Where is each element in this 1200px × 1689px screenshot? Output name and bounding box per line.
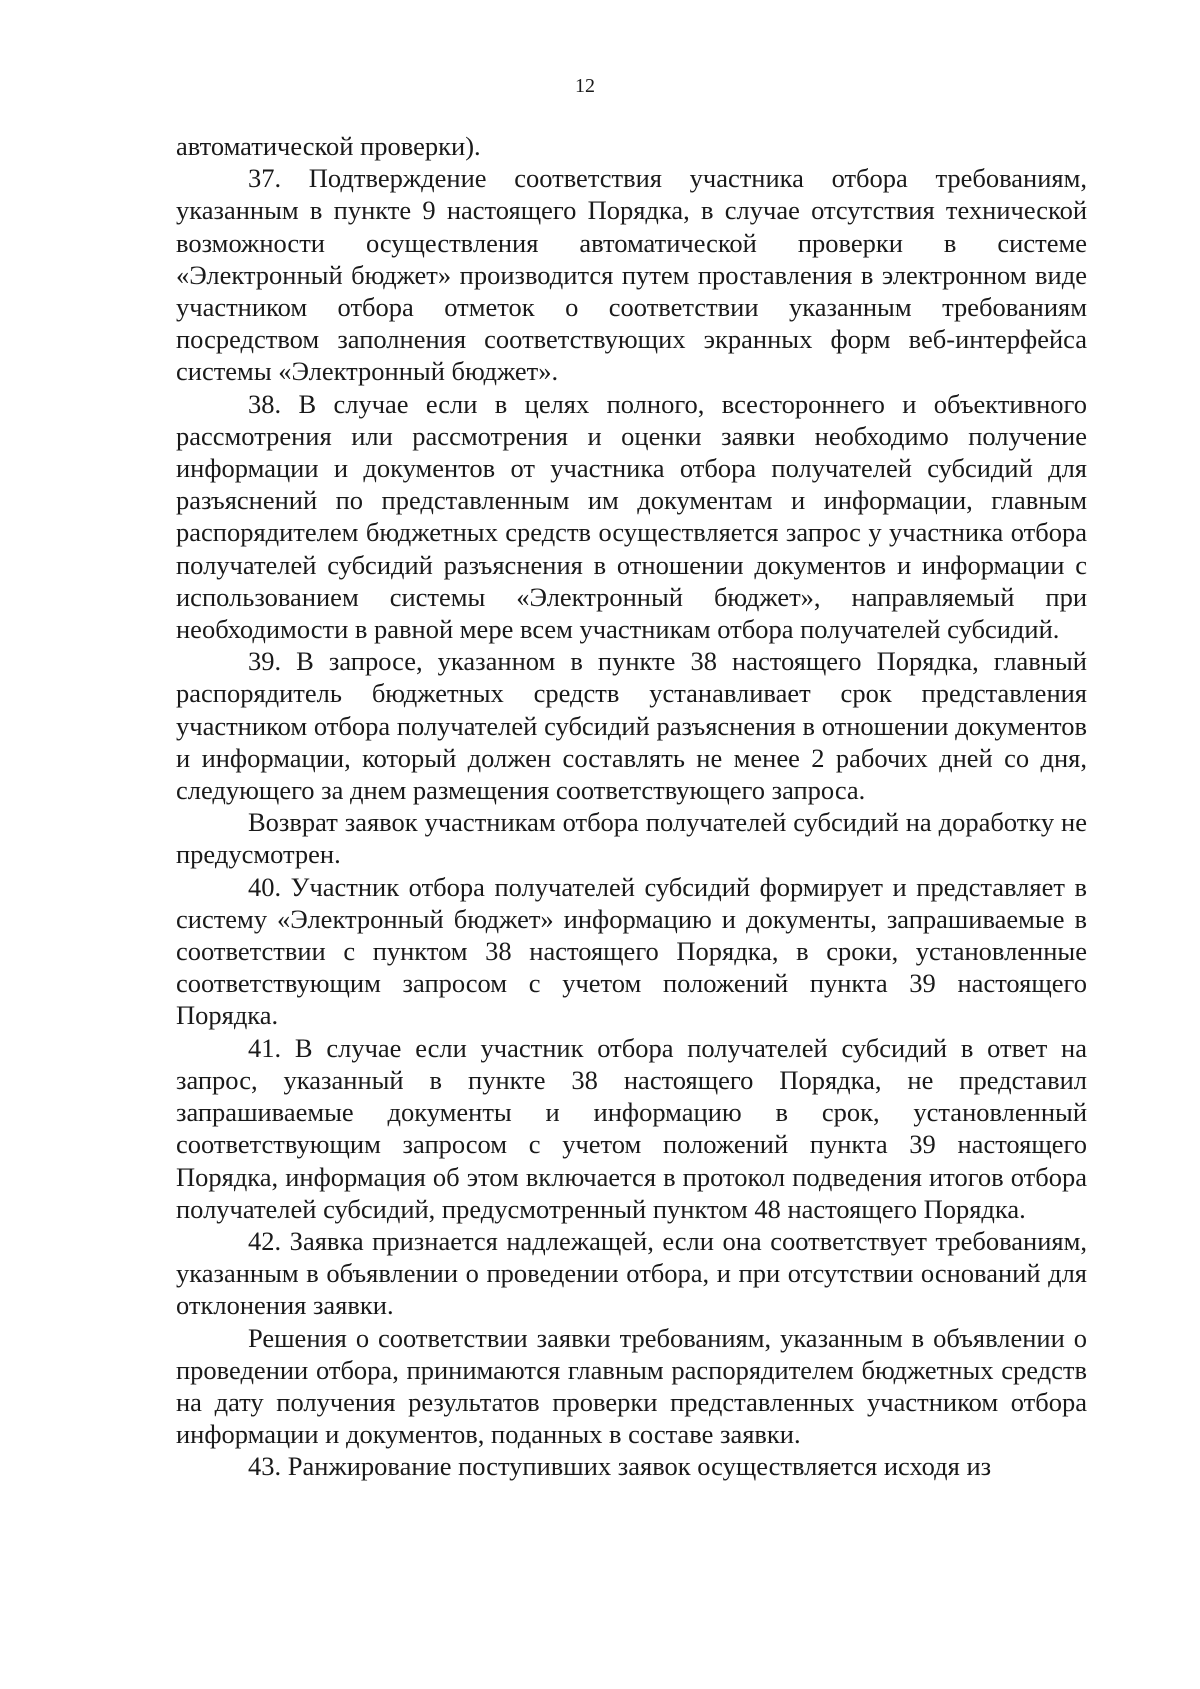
- paragraph-item-37: 37. Подтверждение соответствия участника отбора требованиям, указанным в пункте 9 настоящего Порядка, в случае отсутствия технической возможности осуществления автоматической проверки в системе «Электронный бюджет» производится путем проставления в электронном виде участником отбора отметок о соответствии указанным требованиям посредством заполнения соответствующих экранных форм веб-интерфейса системы «Электронный бюджет».: [176, 163, 1087, 387]
- paragraph-continuation: автоматической проверки).: [176, 131, 481, 161]
- paragraph-item-40: 40. Участник отбора получателей субсидий формирует и представляет в систему «Электронный бюджет» информацию и документы, запрашиваемые в соответствии с пунктом 38 настоящего Порядка, в сроки, установленные соответствующим запросом с учетом положений пункта 39 настоящего Порядка.: [176, 871, 1087, 1031]
- paragraph-item-38: 38. В случае если в целях полного, всестороннего и объективного рассмотрения или рассмотрения и оценки заявки необходимо получение информации и документов от участника отбора получателей субсидий для разъяснений по представленным им документам и информации, главным распорядителем бюджетных средств осуществляется запрос у участника отбора получателей субсидий разъяснения в отношении документов и информации с использованием системы «Электронный бюджет», направляемый при необходимости в равной мере всем участникам отбора получателей субсидий.: [176, 388, 1087, 645]
- paragraph-item-39: 39. В запросе, указанном в пункте 38 настоящего Порядка, главный распорядитель бюджетных средств устанавливает срок представления участником отбора получателей субсидий разъяснения в отношении документов и информации, который должен составлять не менее 2 рабочих дней со дня, следующего за днем размещения соответствующего запроса.: [176, 646, 1087, 806]
- paragraph-item-42: 42. Заявка признается надлежащей, если она соответствует требованиям, указанным в объявлении о проведении отбора, и при отсутствии оснований для отклонения заявки.: [176, 1225, 1087, 1321]
- document-body: [176, 130, 1087, 1483]
- paragraph-item-43: 43. Ранжирование поступивших заявок осуществляется исходя из: [248, 1451, 992, 1482]
- paragraph-item-41: 41. В случае если участник отбора получателей субсидий в ответ на запрос, указанный в пункте 38 настоящего Порядка, не представил запрашиваемые документы и информацию в срок, установленный соответствующим запросом с учетом положений пункта 39 настоящего Порядка, информация об этом включается в протокол подведения итогов отбора получателей субсидий, предусмотренный пунктом 48 настоящего Порядка.: [176, 1032, 1087, 1224]
- paragraph-return-note: Возврат заявок участникам отбора получателей субсидий на доработку не предусмотрен.: [176, 807, 1087, 870]
- paragraph-decision-note: Решения о соответствии заявки требованиям, указанным в объявлении о проведении отбора, принимаются главным распорядителем бюджетных средств на дату получения результатов проверки представленных участником отбора информации и документов, поданных в составе заявки.: [176, 1322, 1087, 1450]
- page-number: 12: [575, 75, 595, 97]
